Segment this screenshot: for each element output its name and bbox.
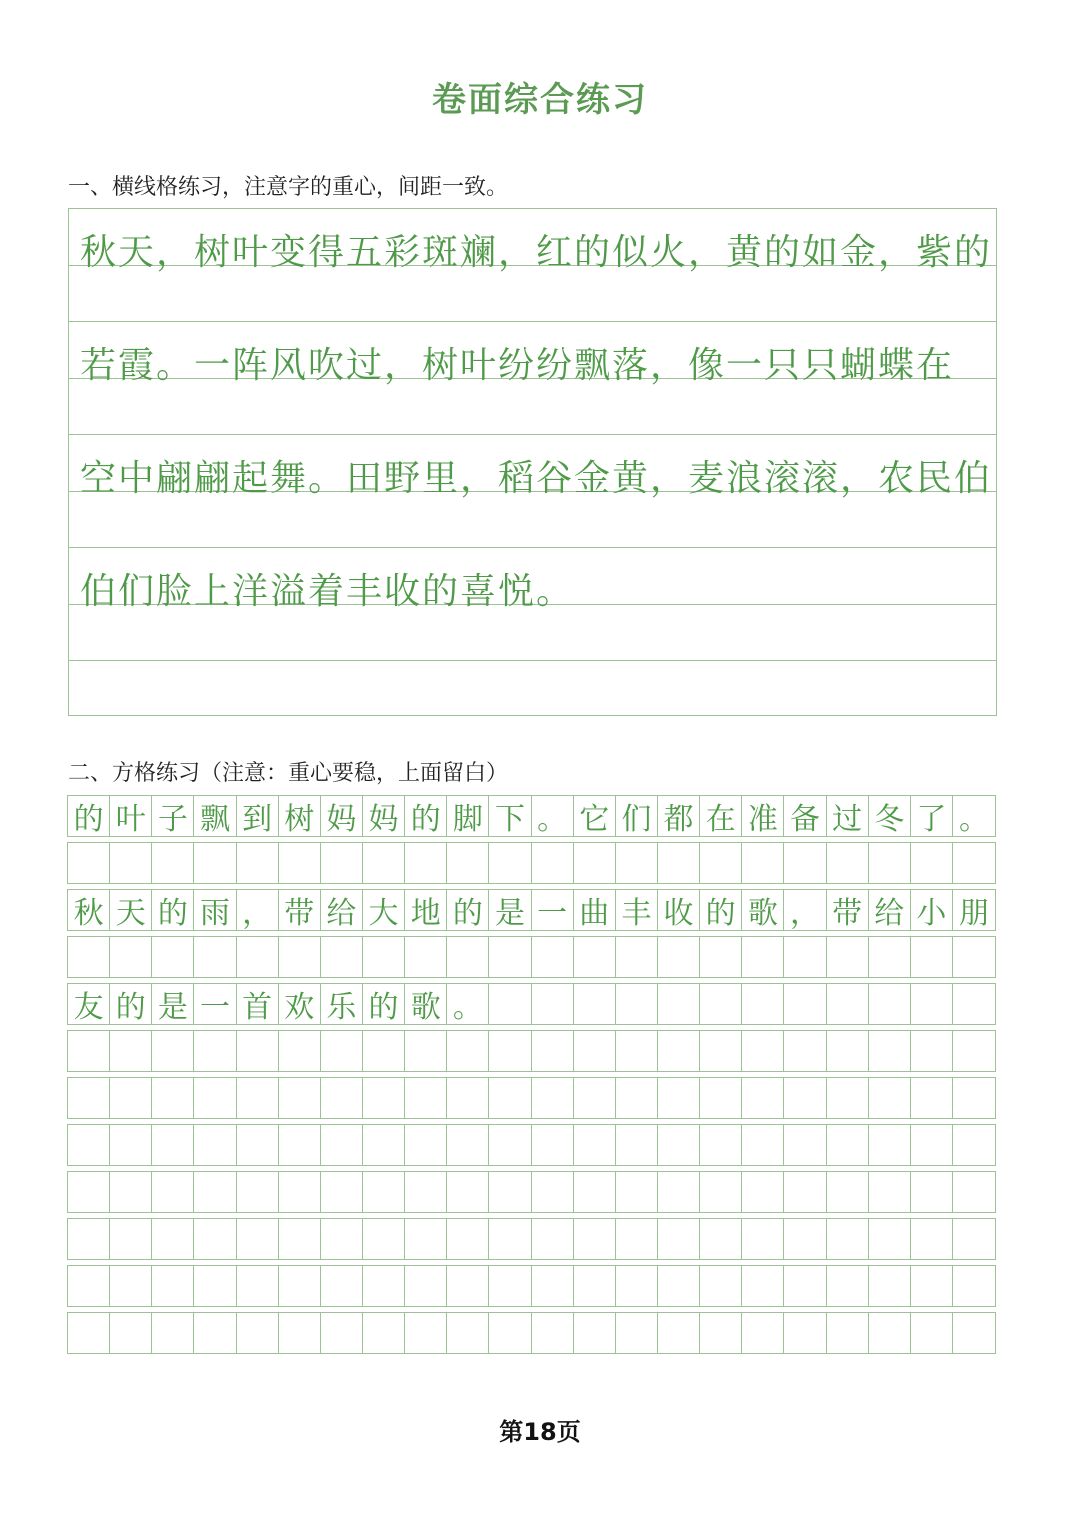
grid-cell: [700, 843, 742, 883]
grid-cell: [321, 937, 363, 977]
grid-cell: [700, 1078, 742, 1118]
grid-cell: [911, 1313, 953, 1353]
grid-cell: 朋: [959, 896, 990, 931]
grid-cell: 一: [532, 890, 574, 930]
grid-cell: [616, 843, 658, 883]
grid-cell: [869, 843, 911, 883]
grid-cell: [869, 1125, 911, 1165]
grid-cell: [194, 1313, 236, 1353]
grid-cell: [405, 1266, 447, 1306]
grid-cell: [869, 1313, 911, 1353]
grid-cell: [658, 937, 700, 977]
grid-cell: [784, 1172, 826, 1212]
grid-cell: 大: [363, 890, 405, 930]
grid-cell: [784, 1125, 826, 1165]
grid-cell: [152, 1078, 194, 1118]
grid-cell: [194, 1031, 236, 1071]
grid-cell: [363, 1031, 405, 1071]
grid-cell: [616, 984, 658, 1024]
grid-cell: [405, 1125, 447, 1165]
grid-cell: [532, 937, 574, 977]
grid-cell: [447, 1078, 489, 1118]
grid-cell: [869, 1172, 911, 1212]
grid-cell: [68, 1125, 110, 1165]
grid-cell: [658, 1125, 700, 1165]
grid-cell: [194, 1266, 236, 1306]
grid-cell: [110, 1078, 152, 1118]
grid-cell: [658, 1313, 700, 1353]
handwritten-line: 伯们脸上洋溢着丰收的喜悦。: [80, 571, 575, 612]
grid-cell: [911, 843, 953, 883]
grid-cell: 到: [237, 796, 279, 836]
grid-cell: ，: [237, 890, 279, 930]
grid-cell: [237, 1031, 279, 1071]
grid-cell: [532, 1266, 574, 1306]
grid-cell: [953, 1078, 995, 1118]
grid-cell: [658, 1172, 700, 1212]
grid-cell: [827, 1266, 869, 1306]
grid-cell: [279, 937, 321, 977]
grid-cell: 友: [68, 984, 110, 1024]
grid-cell: [658, 984, 700, 1024]
grid-cell: [953, 937, 995, 977]
grid-cell: [700, 1031, 742, 1071]
grid-cell: [700, 1125, 742, 1165]
grid-cell: 首: [237, 984, 279, 1024]
grid-cell: 雨: [194, 890, 236, 930]
grid-cell: [784, 1313, 826, 1353]
grid-cell: [953, 1266, 995, 1306]
grid-cell: [194, 937, 236, 977]
section2-heading: 二、方格练习（注意：重心要稳，上面留白）: [68, 761, 509, 786]
grid-cell: 。: [959, 802, 990, 837]
grid-cell: [110, 1125, 152, 1165]
grid-cell: [279, 1172, 321, 1212]
grid-cell: 们: [616, 796, 658, 836]
grid-cell: 妈: [363, 796, 405, 836]
grid-row: [67, 1218, 996, 1260]
grid-cell: [489, 1266, 531, 1306]
grid-cell: [574, 1078, 616, 1118]
grid-cell: [279, 1078, 321, 1118]
grid-row: [67, 1171, 996, 1213]
grid-cell: [742, 843, 784, 883]
grid-cell: [574, 937, 616, 977]
grid-cell: [784, 843, 826, 883]
grid-cell: [742, 1125, 784, 1165]
ruled-line: [69, 434, 996, 435]
grid-cell: 的: [68, 796, 110, 836]
grid-cell: [194, 1172, 236, 1212]
grid-cell: [321, 1313, 363, 1353]
grid-cell: [321, 843, 363, 883]
grid-cell: 是: [152, 984, 194, 1024]
grid-cell: 脚: [447, 796, 489, 836]
grid-cell: [489, 1125, 531, 1165]
ruled-line: [69, 660, 996, 661]
grid-cell: 飘: [194, 796, 236, 836]
grid-cell: [827, 984, 869, 1024]
grid-cell: [911, 937, 953, 977]
grid-row: [67, 1312, 996, 1354]
grid-cell: 。: [532, 796, 574, 836]
grid-cell: [363, 1125, 405, 1165]
grid-cell: [110, 1031, 152, 1071]
grid-cell: [447, 1266, 489, 1306]
grid-cell: 过: [827, 796, 869, 836]
grid-cell: 带: [279, 890, 321, 930]
grid-cell: [489, 1078, 531, 1118]
grid-cell: [532, 1172, 574, 1212]
page-number: 第18页: [499, 1418, 581, 1446]
grid-cell: [911, 1266, 953, 1306]
grid-cell: [110, 1313, 152, 1353]
grid-cell: 地: [405, 890, 447, 930]
grid-cell: [489, 1219, 531, 1259]
grid-cell: [574, 1313, 616, 1353]
handwritten-line: 秋天，树叶变得五彩斑斓，红的似火，黄的如金，紫的: [80, 232, 993, 273]
grid-cell: [532, 1031, 574, 1071]
grid-cell: [405, 1031, 447, 1071]
grid-cell: [489, 843, 531, 883]
grid-row: [67, 842, 996, 884]
grid-cell: [152, 1125, 194, 1165]
grid-cell: [616, 1031, 658, 1071]
grid-cell: [237, 1125, 279, 1165]
grid-cell: [700, 1266, 742, 1306]
grid-cell: [827, 1219, 869, 1259]
grid-cell: [405, 1078, 447, 1118]
grid-cell: 小: [911, 890, 953, 930]
grid-cell: [827, 1313, 869, 1353]
grid-row: [67, 983, 996, 1025]
grid-cell: [152, 937, 194, 977]
grid-cell: [574, 984, 616, 1024]
grid-cell: 欢: [279, 984, 321, 1024]
grid-cell: [574, 1031, 616, 1071]
grid-cell: [574, 1172, 616, 1212]
grid-cell: [405, 937, 447, 977]
grid-cell: 是: [489, 890, 531, 930]
grid-cell: [363, 1219, 405, 1259]
grid-cell: [447, 1031, 489, 1071]
grid-cell: [237, 1219, 279, 1259]
grid-cell: [237, 1078, 279, 1118]
grid-cell: ，: [784, 890, 826, 930]
grid-cell: [616, 1078, 658, 1118]
grid-cell: [658, 1219, 700, 1259]
grid-row: [67, 1124, 996, 1166]
handwritten-line: 空中翩翩起舞。田野里，稻谷金黄，麦浪滚滚，农民伯: [80, 458, 993, 499]
ruled-line: [69, 547, 996, 548]
grid-cell: [742, 1172, 784, 1212]
grid-cell: [869, 1078, 911, 1118]
grid-cell: [152, 1031, 194, 1071]
grid-cell: [911, 1172, 953, 1212]
grid-cell: 给: [321, 890, 363, 930]
grid-cell: [363, 1172, 405, 1212]
grid-cell: [616, 1313, 658, 1353]
grid-cell: [784, 984, 826, 1024]
grid-cell: 。: [447, 984, 489, 1024]
grid-cell: 的: [110, 984, 152, 1024]
grid-cell: [827, 1125, 869, 1165]
grid-cell: [784, 937, 826, 977]
grid-cell: [911, 1125, 953, 1165]
grid-cell: 天: [110, 890, 152, 930]
grid-cell: [405, 1172, 447, 1212]
grid-cell: [237, 1172, 279, 1212]
grid-cell: [405, 1313, 447, 1353]
grid-cell: [869, 984, 911, 1024]
grid-cell: [489, 1031, 531, 1071]
grid-cell: [532, 1313, 574, 1353]
grid-cell: [237, 1313, 279, 1353]
grid-cell: [110, 1266, 152, 1306]
grid-cell: [616, 937, 658, 977]
grid-cell: [194, 843, 236, 883]
grid-cell: 带: [827, 890, 869, 930]
grid-cell: [321, 1125, 363, 1165]
grid-cell: 的: [405, 796, 447, 836]
grid-cell: [953, 1125, 995, 1165]
grid-cell: [68, 1078, 110, 1118]
grid-cell: [363, 1078, 405, 1118]
grid-cell: [68, 1266, 110, 1306]
grid-row: [67, 889, 996, 931]
grid-cell: [784, 1078, 826, 1118]
grid-cell: [827, 937, 869, 977]
grid-cell: 冬: [869, 796, 911, 836]
grid-cell: [152, 1219, 194, 1259]
grid-cell: 收: [658, 890, 700, 930]
grid-cell: [827, 1172, 869, 1212]
grid-cell: [869, 1219, 911, 1259]
grid-cell: 了: [911, 796, 953, 836]
grid-cell: 曲: [574, 890, 616, 930]
grid-cell: [784, 1266, 826, 1306]
grid-cell: 给: [869, 890, 911, 930]
grid-cell: 的: [700, 890, 742, 930]
grid-cell: [827, 843, 869, 883]
grid-cell: 歌: [405, 984, 447, 1024]
grid-cell: [447, 1172, 489, 1212]
grid-cell: [953, 1031, 995, 1071]
grid-cell: [658, 1078, 700, 1118]
grid-cell: [110, 937, 152, 977]
grid-row: [67, 936, 996, 978]
grid-cell: [279, 1219, 321, 1259]
grid-cell: [68, 1313, 110, 1353]
grid-cell: [700, 1313, 742, 1353]
grid-cell: [363, 1266, 405, 1306]
grid-cell: [194, 1125, 236, 1165]
grid-cell: [194, 1219, 236, 1259]
grid-cell: [363, 1313, 405, 1353]
grid-cell: 子: [152, 796, 194, 836]
grid-cell: 乐: [321, 984, 363, 1024]
grid-cell: [532, 1078, 574, 1118]
grid-cell: [700, 937, 742, 977]
grid-cell: [532, 1125, 574, 1165]
grid-cell: [700, 984, 742, 1024]
grid-cell: 丰: [616, 890, 658, 930]
grid-cell: 的: [363, 984, 405, 1024]
grid-cell: [574, 1219, 616, 1259]
grid-cell: [742, 1031, 784, 1071]
grid-cell: [700, 1172, 742, 1212]
grid-row: [67, 1077, 996, 1119]
grid-cell: [742, 1266, 784, 1306]
grid-cell: [532, 843, 574, 883]
grid-cell: [532, 984, 574, 1024]
grid-cell: [363, 843, 405, 883]
grid-cell: [447, 1219, 489, 1259]
grid-cell: [742, 984, 784, 1024]
grid-row: [67, 795, 996, 837]
grid-cell: [574, 1125, 616, 1165]
grid-cell: [911, 1078, 953, 1118]
grid-cell: [827, 1031, 869, 1071]
grid-cell: [953, 984, 995, 1024]
grid-cell: [447, 1125, 489, 1165]
grid-cell: [658, 1266, 700, 1306]
grid-cell: [237, 937, 279, 977]
grid-cell: [279, 1125, 321, 1165]
grid-cell: [405, 843, 447, 883]
grid-cell: [152, 843, 194, 883]
grid-cell: [279, 1313, 321, 1353]
grid-cell: 在: [700, 796, 742, 836]
grid-cell: [68, 1031, 110, 1071]
grid-cell: [363, 937, 405, 977]
handwritten-line: 若霞。一阵风吹过，树叶纷纷飘落，像一只只蝴蝶在: [80, 345, 955, 386]
grid-cell: [742, 1078, 784, 1118]
grid-cell: [911, 1031, 953, 1071]
grid-cell: [489, 1172, 531, 1212]
grid-cell: [742, 1219, 784, 1259]
grid-cell: [152, 1266, 194, 1306]
grid-cell: [152, 1172, 194, 1212]
grid-cell: [152, 1313, 194, 1353]
grid-cell: [110, 1172, 152, 1212]
grid-cell: [742, 937, 784, 977]
grid-cell: 一: [194, 984, 236, 1024]
grid-cell: 都: [658, 796, 700, 836]
section1-heading: 一、横线格练习，注意字的重心，间距一致。: [68, 175, 509, 200]
grid-cell: 树: [279, 796, 321, 836]
grid-cell: [68, 843, 110, 883]
grid-cell: [321, 1266, 363, 1306]
grid-cell: [616, 1266, 658, 1306]
grid-cell: 它: [574, 796, 616, 836]
grid-cell: [194, 1078, 236, 1118]
grid-cell: [279, 843, 321, 883]
grid-cell: [321, 1219, 363, 1259]
grid-cell: [237, 843, 279, 883]
grid-cell: 下: [489, 796, 531, 836]
grid-cell: [827, 1078, 869, 1118]
grid-cell: [68, 1172, 110, 1212]
grid-cell: [237, 1266, 279, 1306]
grid-cell: [616, 1219, 658, 1259]
grid-cell: [110, 1219, 152, 1259]
grid-cell: [532, 1219, 574, 1259]
grid-cell: 叶: [110, 796, 152, 836]
grid-cell: [911, 984, 953, 1024]
grid-cell: [321, 1031, 363, 1071]
grid-cell: 的: [447, 890, 489, 930]
grid-cell: [321, 1172, 363, 1212]
grid-cell: 歌: [742, 890, 784, 930]
grid-cell: [110, 843, 152, 883]
grid-cell: [784, 1031, 826, 1071]
grid-cell: 备: [784, 796, 826, 836]
grid-cell: [447, 1313, 489, 1353]
page-title: 卷面综合练习: [432, 80, 648, 120]
grid-cell: [869, 1031, 911, 1071]
grid-cell: [700, 1219, 742, 1259]
grid-cell: [279, 1031, 321, 1071]
grid-cell: [405, 1219, 447, 1259]
grid-cell: [742, 1313, 784, 1353]
grid-cell: [574, 843, 616, 883]
grid-cell: [68, 1219, 110, 1259]
grid-cell: 秋: [68, 890, 110, 930]
grid-cell: [489, 937, 531, 977]
grid-cell: [953, 1313, 995, 1353]
grid-cell: [953, 843, 995, 883]
grid-cell: 准: [742, 796, 784, 836]
grid-cell: [784, 1219, 826, 1259]
grid-cell: [447, 937, 489, 977]
ruled-line: [69, 321, 996, 322]
grid-cell: [658, 1031, 700, 1071]
grid-cell: [489, 1313, 531, 1353]
grid-cell: [574, 1266, 616, 1306]
grid-cell: 的: [152, 890, 194, 930]
grid-cell: [447, 843, 489, 883]
grid-cell: 妈: [321, 796, 363, 836]
grid-cell: [279, 1266, 321, 1306]
grid-cell: [911, 1219, 953, 1259]
grid-cell: [953, 1219, 995, 1259]
grid-cell: [869, 937, 911, 977]
grid-cell: [616, 1172, 658, 1212]
grid-row: [67, 1265, 996, 1307]
grid-cell: [616, 1125, 658, 1165]
grid-cell: [321, 1078, 363, 1118]
grid-cell: [489, 984, 531, 1024]
grid-cell: [658, 843, 700, 883]
grid-cell: [953, 1172, 995, 1212]
grid-cell: [68, 937, 110, 977]
grid-row: [67, 1030, 996, 1072]
grid-cell: [869, 1266, 911, 1306]
